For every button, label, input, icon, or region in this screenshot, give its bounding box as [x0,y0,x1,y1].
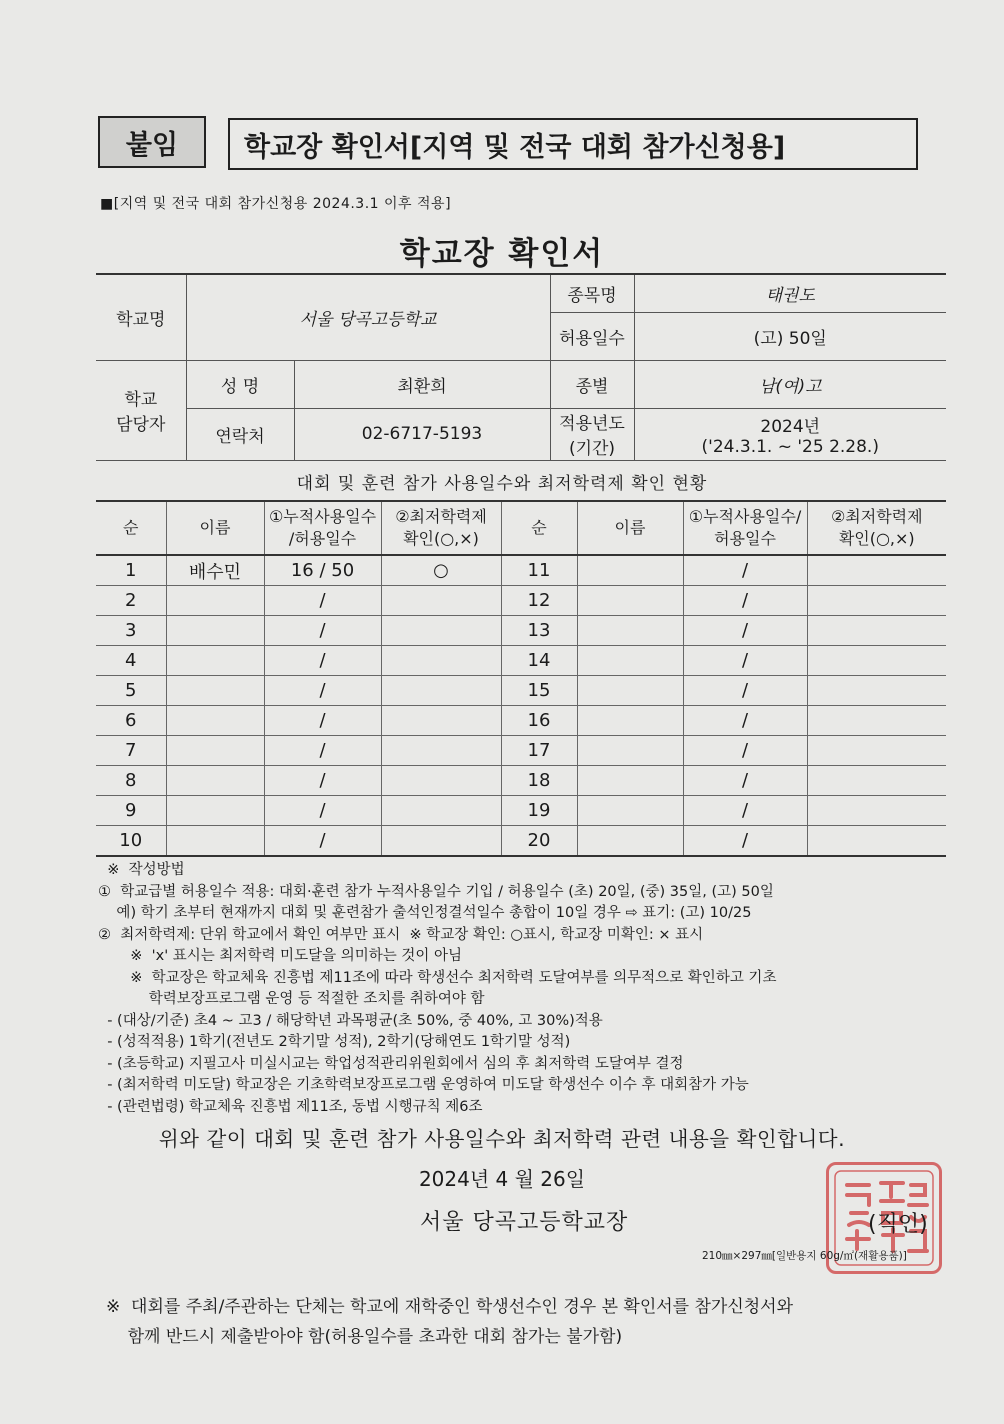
row-number: 2 [96,586,166,616]
row-name [166,826,264,857]
row-academic-check [381,826,501,857]
row-days: / [683,555,807,586]
instruction-line: ※ 학교장은 학교체육 진흥법 제11조에 따라 학생선수 최저학력 도달여부를 의무적으로 확인하고 기초 [98,969,777,986]
header-academic-right: ②최저학력제 확인(○,×) [807,501,946,555]
header-seq-right: 순 [501,501,577,555]
seal-label: (직인) [868,1212,928,1237]
name-label: 성 명 [186,360,294,408]
issue-date: 2024년 4 월 26일 [418,1167,586,1191]
row-days: / [683,616,807,646]
row-name [577,706,683,736]
row-name [577,586,683,616]
instruction-line: - (최저학력 미도달) 학교장은 기초학력보장프로그램 운영하여 미도달 학생선수 이수 후 대회참가 가능 [98,1077,749,1093]
row-name [166,766,264,796]
paper-spec: 210㎜×297㎜[일반용지 60g/㎡(재활용품)] [702,1250,907,1262]
row-days: / [683,766,807,796]
row-days: / [683,586,807,616]
attachment-tag: 붙임 [98,116,206,168]
header-name-right: 이름 [577,501,683,555]
row-academic-check [381,706,501,736]
row-academic-check [807,826,946,857]
row-name [577,555,683,586]
row-number: 5 [96,676,166,706]
row-academic-check: ○ [381,555,501,586]
row-days: / [264,616,381,646]
row-number: 4 [96,646,166,676]
notice-line: 함께 반드시 제출받아야 함(허용일수를 초과한 대회 참가는 불가함) [106,1327,623,1347]
row-name [166,796,264,826]
header-seq: 순 [96,501,166,555]
row-name [577,616,683,646]
instruction-line: 예) 학기 초부터 현재까지 대회 및 훈련참가 출석인정결석일수 총합이 10일 경우 ⇨ 표기: (고) 10/25 [98,905,752,921]
row-name: 배수민 [166,555,264,586]
row-number: 19 [501,796,577,826]
row-days: / [264,766,381,796]
row-days: 16 / 50 [264,555,381,586]
row-number: 1 [96,555,166,586]
header-days-right: ①누적사용일수/ 허용일수 [683,501,807,555]
row-academic-check [381,676,501,706]
row-days: / [683,676,807,706]
row-name [577,766,683,796]
instruction-line: ※ 작성방법 [98,862,185,878]
row-days: / [683,736,807,766]
category-value: 남(여)고 [634,360,946,408]
row-name [577,736,683,766]
table-row [96,766,946,796]
row-number: 13 [501,616,577,646]
contact-label: 연락처 [186,408,294,460]
row-number: 11 [501,555,577,586]
row-academic-check [807,586,946,616]
row-academic-check [807,736,946,766]
row-number: 20 [501,826,577,857]
row-academic-check [381,736,501,766]
instruction-line: - (관련법령) 학교체육 진흥법 제11조, 동법 시행규칙 제6조 [98,1098,483,1115]
header-days: ①누적사용일수 /허용일수 [264,501,381,555]
row-days: / [264,646,381,676]
instruction-line: 학력보장프로그램 운영 등 적절한 조치를 취하여야 함 [98,991,485,1007]
table-row [96,706,946,736]
row-number: 18 [501,766,577,796]
table-row [96,796,946,826]
principal-signature: 서울 당곡고등학교장 [420,1210,629,1235]
instruction-line: - (성적적용) 1학기(전년도 2학기말 성적), 2학기(당해연도 1학기말 성적) [98,1034,571,1050]
row-number: 3 [96,616,166,646]
instruction-line: ※ 'x' 표시는 최저학력 미도달을 의미하는 것이 아님 [98,948,462,964]
row-days: / [264,676,381,706]
contact-value: 02-6717-5193 [294,408,550,460]
table-row [96,555,946,586]
table-row [96,736,946,766]
instruction-line: - (대상/기준) 초4 ~ 고3 / 해당학년 과목평균(초 50%, 중 40%, 고 30%)적용 [98,1012,603,1029]
row-days: / [264,796,381,826]
row-academic-check [381,766,501,796]
category-label: 종별 [550,360,634,408]
row-academic-check [807,706,946,736]
row-days: / [683,706,807,736]
row-days: / [264,586,381,616]
instruction-line: ② 최저학력제: 단위 학교에서 확인 여부만 표시 ※ 학교장 확인: ○표시, 학교장 미확인: × 표시 [98,926,704,943]
row-number: 12 [501,586,577,616]
row-academic-check [807,676,946,706]
row-name [577,826,683,857]
event-label: 종목명 [550,274,634,312]
participants-table [96,500,946,857]
row-days: / [683,826,807,857]
header-name: 이름 [166,501,264,555]
school-value: 서울 당곡고등학교 [186,274,550,360]
row-days: / [683,796,807,826]
submission-notice [106,1292,793,1352]
row-academic-check [381,796,501,826]
table-row [96,586,946,616]
row-number: 9 [96,796,166,826]
info-table [96,273,946,461]
table-row [96,616,946,646]
confirmation-statement: 위와 같이 대회 및 훈련 참가 사용일수와 최저학력 관련 내용을 확인합니다. [158,1127,846,1151]
year-value: 2024년 ('24.3.1. ~ '25 2.28.) [634,408,946,460]
row-academic-check [381,586,501,616]
manager-label: 학교 담당자 [96,360,186,460]
notice-line: ※ 대회를 주최/주관하는 단체는 학교에 재학중인 학생선수인 경우 본 확인서를 참가신청서와 [106,1297,794,1317]
row-name [166,736,264,766]
row-academic-check [381,616,501,646]
row-name [166,646,264,676]
header-academic: ②최저학력제 확인(○,×) [381,501,501,555]
row-days: / [264,826,381,857]
school-label: 학교명 [96,274,186,360]
table-row [96,826,946,857]
row-name [577,646,683,676]
row-academic-check [807,796,946,826]
row-academic-check [807,646,946,676]
form-title-box: 학교장 확인서[지역 및 전국 대회 참가신청용] [228,118,918,170]
row-academic-check [807,555,946,586]
row-number: 16 [501,706,577,736]
section-title: 대회 및 훈련 참가 사용일수와 최저학력제 확인 현황 [296,474,708,494]
instruction-line: ① 학교급별 허용일수 적용: 대회·훈련 참가 누적사용일수 기입 / 허용일수 (초) 20일, (중) 35일, (고) 50일 [98,883,774,900]
row-academic-check [381,646,501,676]
instruction-line: - (초등학교) 지필고사 미실시교는 학업성적관리위원회에서 심의 후 최저학력 도달여부 결정 [98,1055,684,1072]
row-name [166,586,264,616]
row-number: 15 [501,676,577,706]
row-number: 14 [501,646,577,676]
row-days: / [264,706,381,736]
allowed-days-value: (고) 50일 [634,312,946,360]
row-name [166,616,264,646]
row-name [166,706,264,736]
row-academic-check [807,616,946,646]
row-academic-check [807,766,946,796]
allowed-days-label: 허용일수 [550,312,634,360]
row-days: / [264,736,381,766]
instructions [98,860,948,1118]
row-name [166,676,264,706]
year-label: 적용년도 (기간) [550,408,634,460]
name-value: 최환희 [294,360,550,408]
row-number: 10 [96,826,166,857]
table-row [96,676,946,706]
row-name [577,676,683,706]
row-days: / [683,646,807,676]
row-number: 7 [96,736,166,766]
form-subtitle: ■[지역 및 전국 대회 참가신청용 2024.3.1 이후 적용] [100,196,452,212]
row-number: 17 [501,736,577,766]
page-title: 학교장 확인서 [399,236,605,272]
event-value: 태권도 [634,274,946,312]
table-row [96,646,946,676]
row-number: 8 [96,766,166,796]
row-number: 6 [96,706,166,736]
row-name [577,796,683,826]
